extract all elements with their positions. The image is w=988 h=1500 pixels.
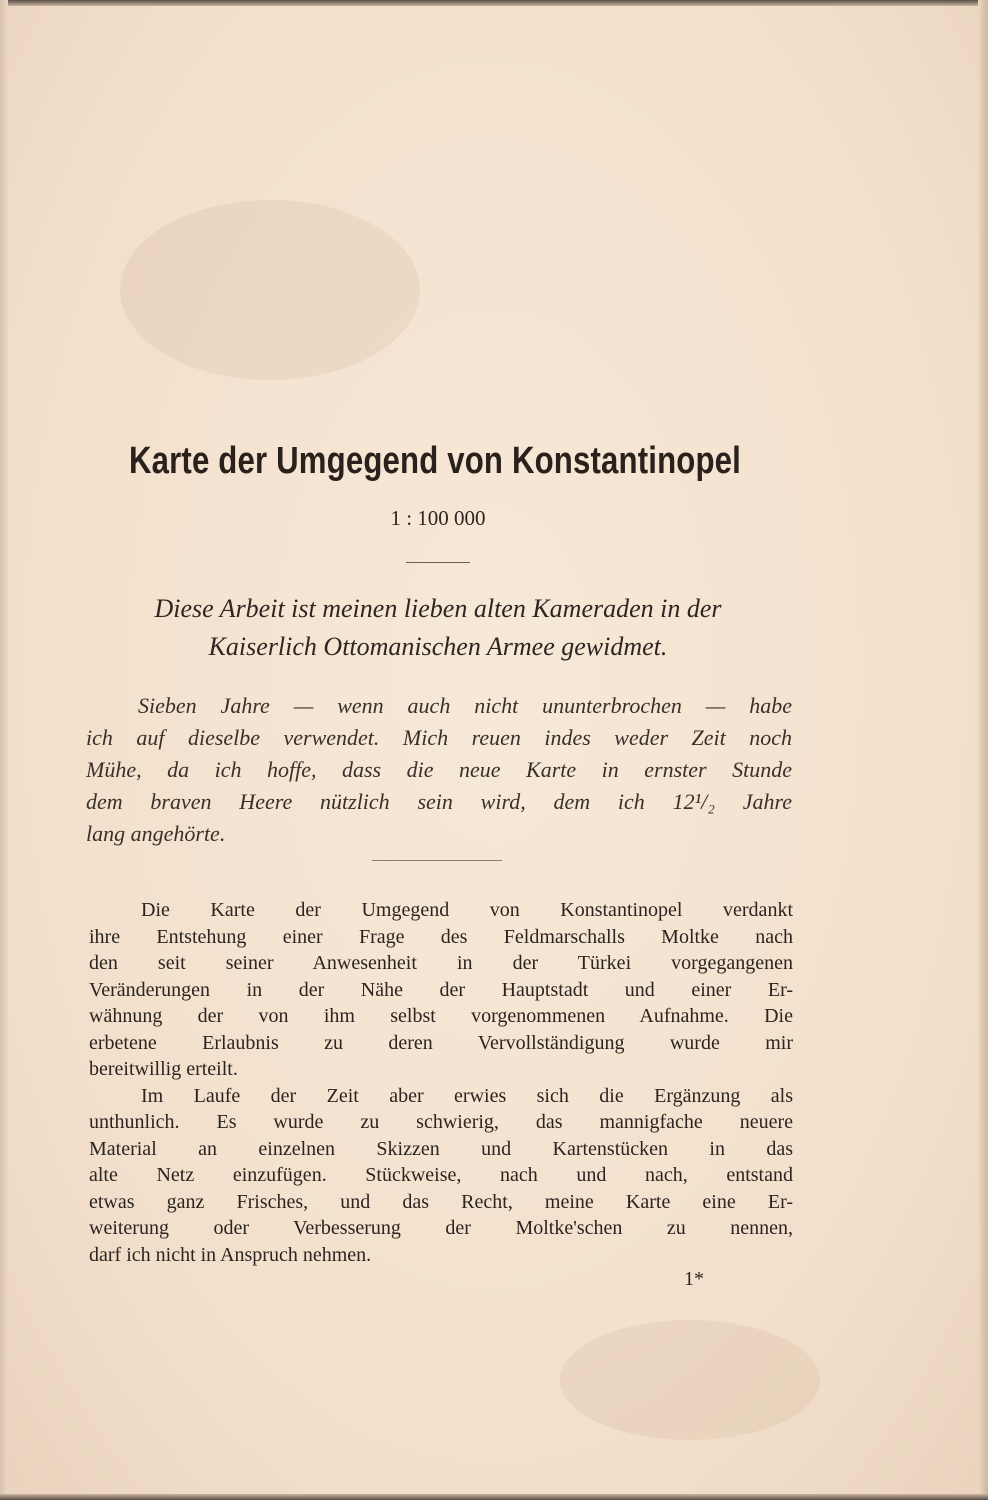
body-line: wähnung der von ihm selbst vorgenommenen Aufnahme. Die bbox=[89, 1005, 793, 1027]
dedication-line: Diese Arbeit ist meinen lieben alten Kameraden in der bbox=[154, 594, 722, 623]
divider-rule bbox=[372, 860, 502, 861]
dedication bbox=[0, 590, 876, 666]
body-line: erbetene Erlaubnis zu deren Vervollständigung wurde mir bbox=[89, 1031, 793, 1054]
body-line: bereitwillig erteilt. bbox=[89, 1058, 238, 1080]
page-edge-right bbox=[978, 0, 988, 1500]
preface-line: lang angehörte. bbox=[86, 821, 226, 846]
dedication-line: Kaiserlich Ottomanischen Armee gewidmet. bbox=[208, 632, 668, 661]
body-line: Im Laufe der Zeit aber erwies sich die Ergänzung als bbox=[141, 1084, 793, 1107]
body-line: ihre Entstehung einer Frage des Feldmarschalls Moltke nach bbox=[89, 925, 793, 948]
body-line: Die Karte der Umgegend von Konstantinopel verdankt bbox=[141, 899, 793, 921]
paper-stain bbox=[120, 200, 420, 380]
body-line: darf ich nicht in Anspruch nehmen. bbox=[89, 1243, 372, 1266]
body-line: etwas ganz Frisches, und das Recht, meine Karte eine Er- bbox=[89, 1190, 793, 1213]
body-text bbox=[89, 897, 793, 1268]
body-line: Material an einzelnen Skizzen und Kartenstücken in das bbox=[89, 1137, 793, 1160]
body-line: unthunlich. Es wurde zu schwierig, das mannigfache neuere bbox=[89, 1111, 793, 1133]
signature-mark: 1* bbox=[684, 1268, 704, 1290]
preface-line: dem braven Heere nützlich sein wird, dem ich 12¹/₂ Jahre bbox=[86, 789, 792, 814]
preface bbox=[86, 690, 792, 850]
preface-line: Sieben Jahre — wenn auch nicht ununterbrochen — habe bbox=[138, 693, 792, 718]
page-edge-left bbox=[0, 0, 8, 1500]
divider-rule bbox=[406, 562, 470, 563]
body-line: alte Netz einzufügen. Stückweise, nach und nach, entstand bbox=[89, 1164, 793, 1186]
page-edge-bottom bbox=[0, 1494, 988, 1500]
map-scale: 1 : 100 000 bbox=[390, 506, 486, 530]
preface-line: Mühe, da ich hoffe, dass die neue Karte in ernster Stunde bbox=[86, 757, 792, 782]
preface-line: ich auf dieselbe verwendet. Mich reuen indes weder Zeit noch bbox=[86, 725, 792, 750]
page-edge-top bbox=[0, 0, 988, 6]
page-title: Karte der Umgegend von Konstantinopel bbox=[128, 440, 742, 482]
body-line: den seit seiner Anwesenheit in der Türkei vorgegangenen bbox=[89, 952, 793, 974]
paper-stain bbox=[560, 1320, 820, 1440]
body-line: weiterung oder Verbesserung der Moltke'schen zu nennen, bbox=[89, 1217, 793, 1239]
body-line: Veränderungen in der Nähe der Hauptstadt und einer Er- bbox=[89, 978, 793, 1001]
